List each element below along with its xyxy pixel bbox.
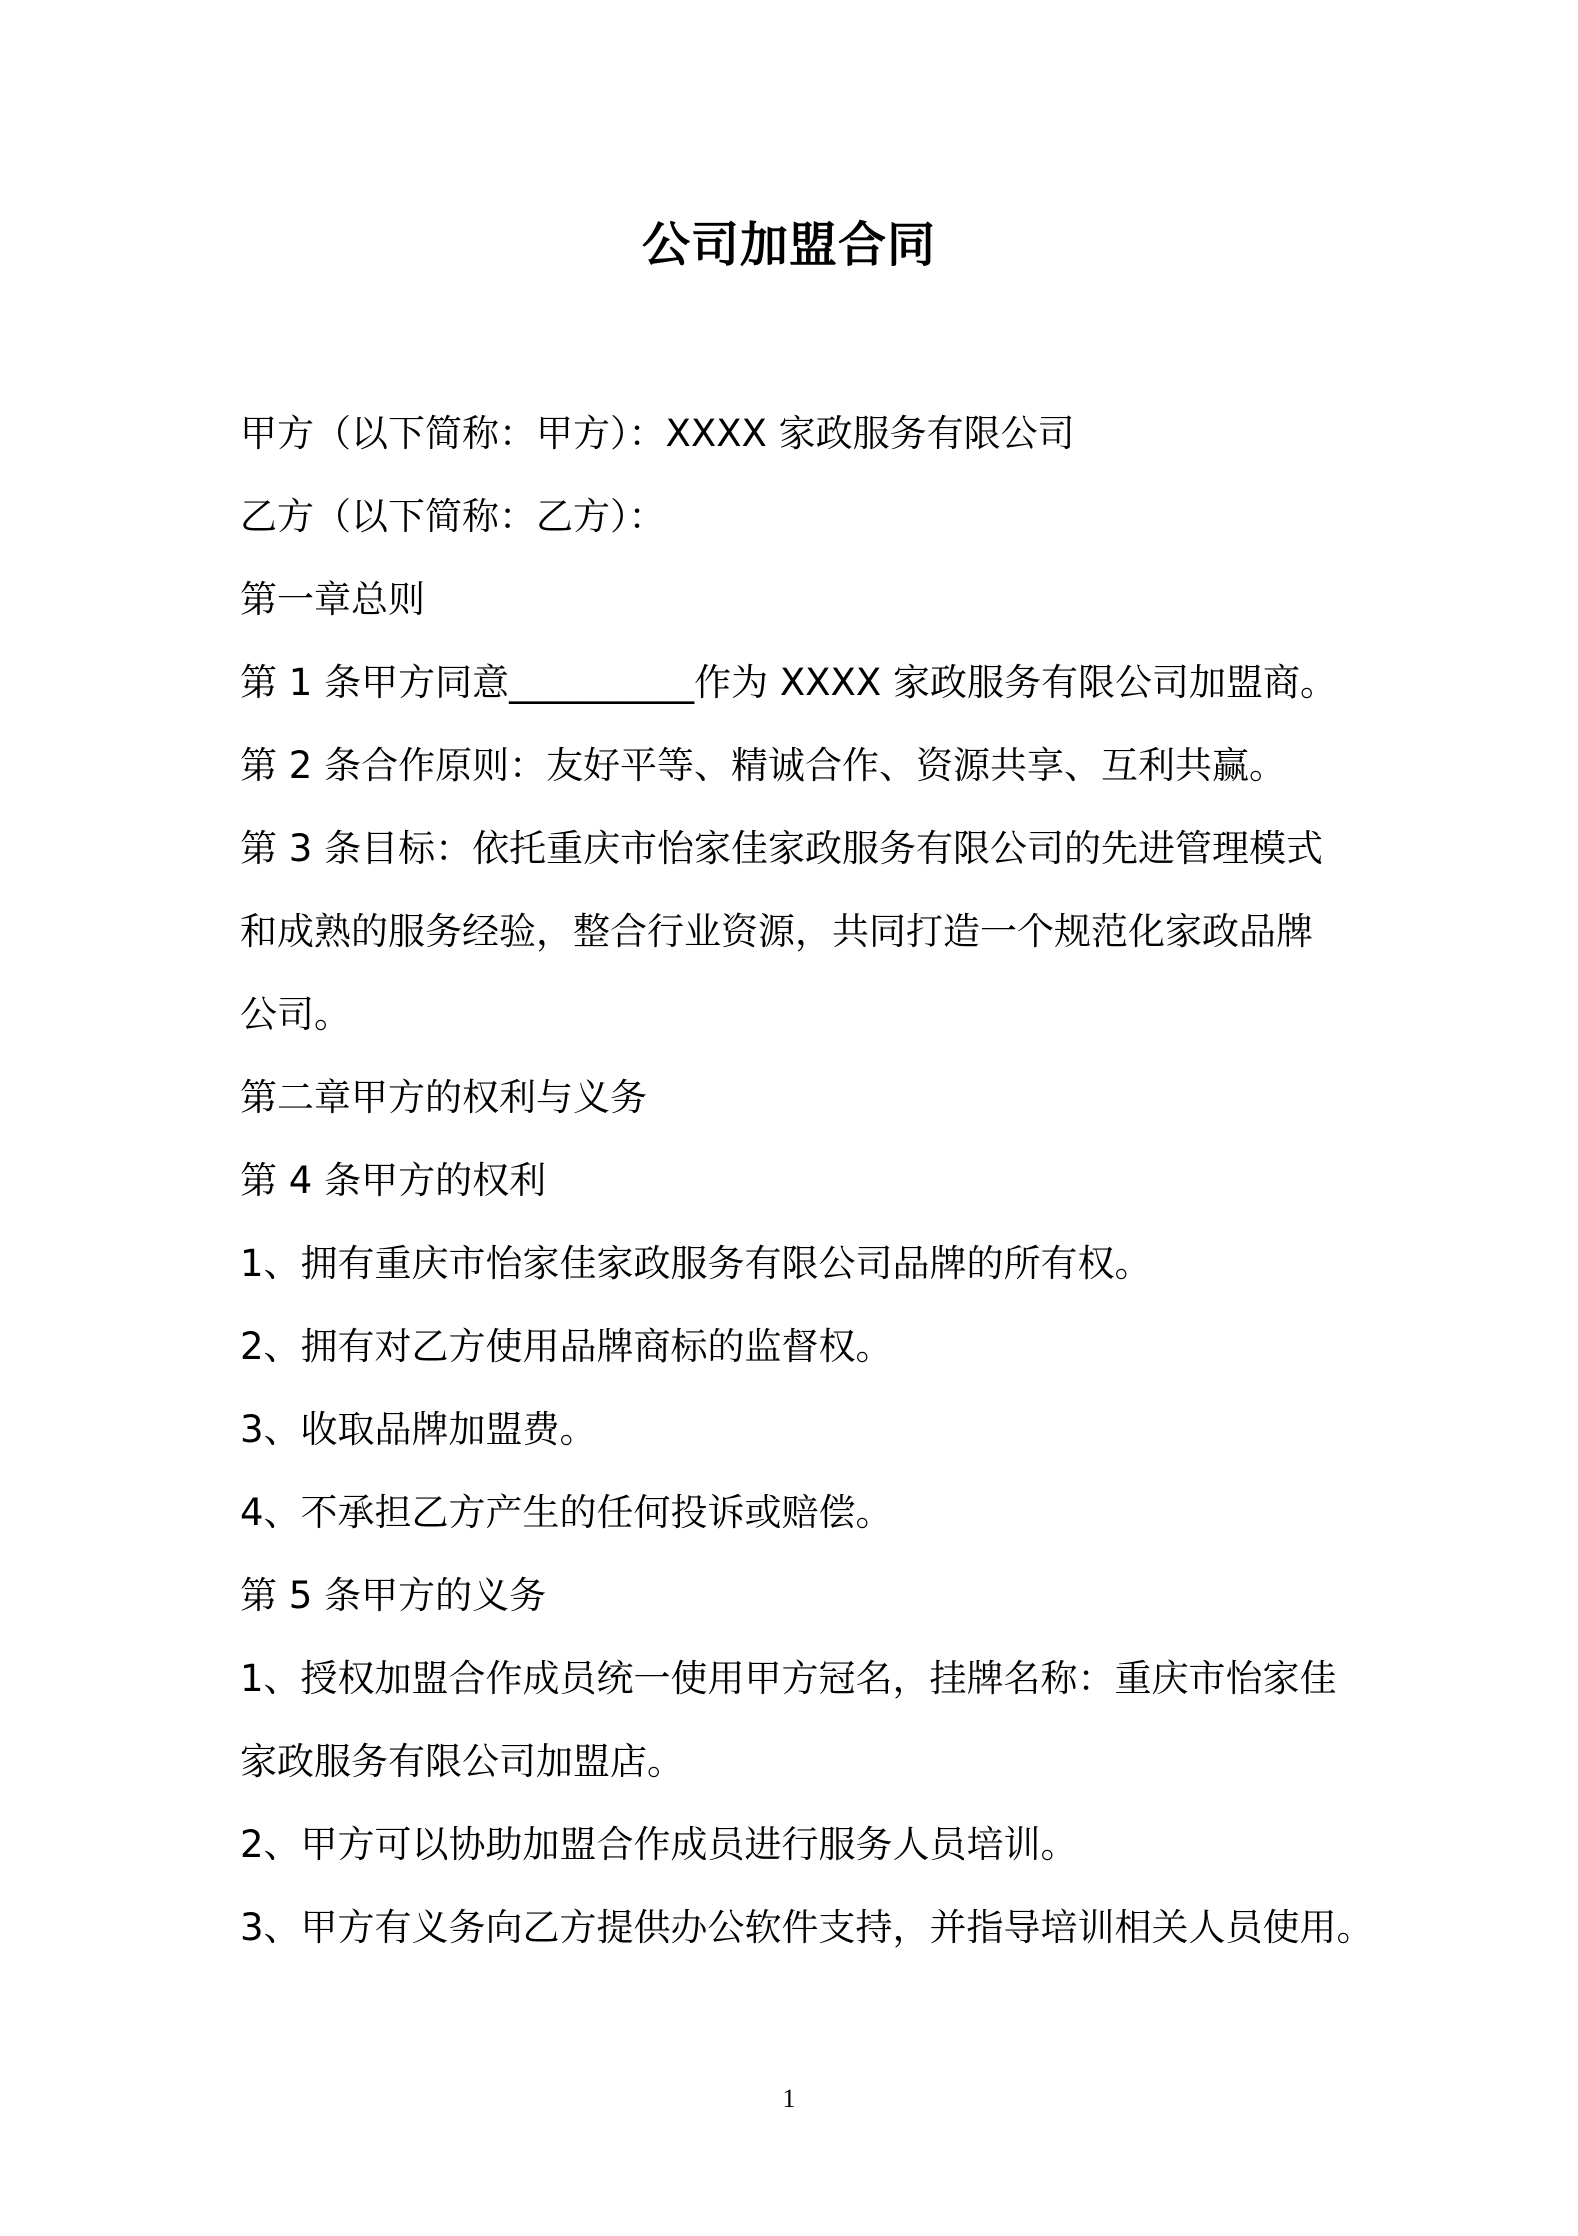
- article-4-item-3: 3、收取品牌加盟费。: [240, 1408, 597, 1451]
- article-4-item-1: 1、拥有重庆市怡家佳家政服务有限公司品牌的所有权。: [240, 1242, 1152, 1285]
- page-number: 1: [782, 2084, 796, 2113]
- party-a-line: 甲方（以下简称：甲方）：XXXX 家政服务有限公司: [240, 412, 1075, 455]
- article-4-item-2: 2、拥有对乙方使用品牌商标的监督权。: [240, 1325, 893, 1368]
- article-5-item-2: 2、甲方可以协助加盟合作成员进行服务人员培训。: [240, 1823, 1078, 1866]
- article-2-line: 第 2 条合作原则：友好平等、精诚合作、资源共享、互利共赢。: [240, 744, 1287, 787]
- article-5-item-3: 3、甲方有义务向乙方提供办公软件支持，并指导培训相关人员使用。: [240, 1906, 1374, 1949]
- article-5-heading: 第 5 条甲方的义务: [240, 1574, 547, 1617]
- article-5-item-1-line-1: 1、授权加盟合作成员统一使用甲方冠名，挂牌名称：重庆市怡家佳: [240, 1657, 1337, 1700]
- chapter-1-heading: 第一章总则: [240, 578, 425, 621]
- article-3-line-1: 第 3 条目标：依托重庆市怡家佳家政服务有限公司的先进管理模式: [240, 827, 1324, 870]
- party-b-line: 乙方（以下简称：乙方）：: [240, 495, 666, 538]
- article-4-item-4: 4、不承担乙方产生的任何投诉或赔偿。: [240, 1491, 893, 1534]
- article-4-heading: 第 4 条甲方的权利: [240, 1159, 547, 1202]
- article-3-line-3: 公司。: [240, 993, 351, 1036]
- article-1-line: 第 1 条甲方同意__________作为 XXXX 家政服务有限公司加盟商。: [240, 661, 1337, 704]
- article-3-line-2: 和成熟的服务经验，整合行业资源，共同打造一个规范化家政品牌: [240, 910, 1313, 953]
- chapter-2-heading: 第二章甲方的权利与义务: [240, 1076, 647, 1119]
- document-title: 公司加盟合同: [641, 217, 936, 273]
- article-5-item-1-line-2: 家政服务有限公司加盟店。: [240, 1740, 684, 1783]
